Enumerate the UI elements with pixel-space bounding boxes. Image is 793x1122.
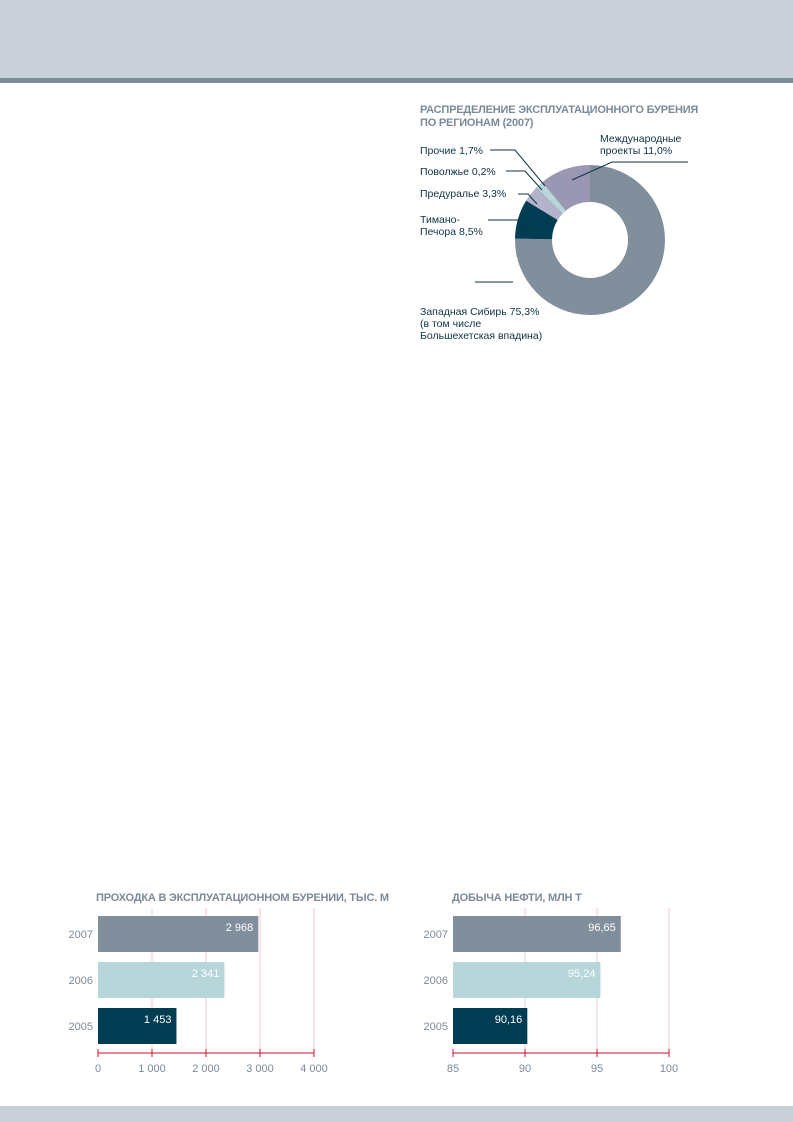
tick-label: 3 000 (246, 1063, 274, 1075)
donut-label: Западная Сибирь 75,3% (420, 306, 540, 318)
value-label: 90,16 (494, 1014, 523, 1026)
tick-label: 1 000 (138, 1063, 166, 1075)
drilling-chart-title: ПРОХОДКА В ЭКСПЛУАТАЦИОННОМ БУРЕНИИ, ТЫС. М (96, 892, 389, 904)
donut-leader-line (506, 171, 542, 190)
tick-label: 90 (518, 1063, 532, 1075)
tick-label: 100 (659, 1063, 679, 1075)
oil-production-bar-chart (410, 905, 710, 1085)
donut-label: Тимано- (420, 214, 461, 226)
donut-label: Поволжье 0,2% (420, 166, 496, 178)
donut-title-line-2: ПО РЕГИОНАМ (2007) (420, 117, 534, 129)
category-label: 2007 (68, 929, 93, 941)
donut-label: Прочие 1,7% (420, 145, 484, 157)
header-rule (0, 78, 793, 83)
donut-label: Большехетская впадина) (420, 330, 543, 342)
tick-label: 85 (446, 1063, 460, 1075)
header-band (0, 0, 793, 78)
category-label: 2006 (68, 975, 93, 987)
category-label: 2005 (423, 1021, 448, 1033)
donut-title-line-1: РАСПРЕДЕЛЕНИЕ ЭКСПЛУАТАЦИОННОГО БУРЕНИЯ (420, 104, 699, 116)
value-label: 95,24 (567, 968, 596, 980)
category-label: 2006 (423, 975, 448, 987)
donut-chart (400, 130, 700, 350)
donut-label: (в том числе (420, 318, 482, 330)
tick-label: 4 000 (300, 1063, 328, 1075)
footer-band (0, 1106, 793, 1122)
category-label: 2007 (423, 929, 448, 941)
donut-chart-title (420, 104, 698, 130)
oil-chart-title: ДОБЫЧА НЕФТИ, МЛН Т (452, 892, 582, 904)
donut-label: Предуралье 3,3% (420, 188, 507, 200)
donut-label: проекты 11,0% (600, 145, 673, 157)
tick-label: 95 (590, 1063, 604, 1075)
donut-leader-line (490, 150, 545, 186)
value-label: 96,65 (588, 922, 616, 934)
value-label: 2 341 (191, 968, 220, 980)
value-label: 2 968 (225, 922, 254, 934)
value-label: 1 453 (143, 1014, 172, 1026)
donut-label: Печора 8,5% (420, 226, 483, 238)
drilling-bar-chart (55, 905, 355, 1085)
donut-label: Международные (600, 133, 682, 145)
tick-label: 2 000 (192, 1063, 220, 1075)
tick-label: 0 (94, 1063, 102, 1075)
category-label: 2005 (68, 1021, 93, 1033)
